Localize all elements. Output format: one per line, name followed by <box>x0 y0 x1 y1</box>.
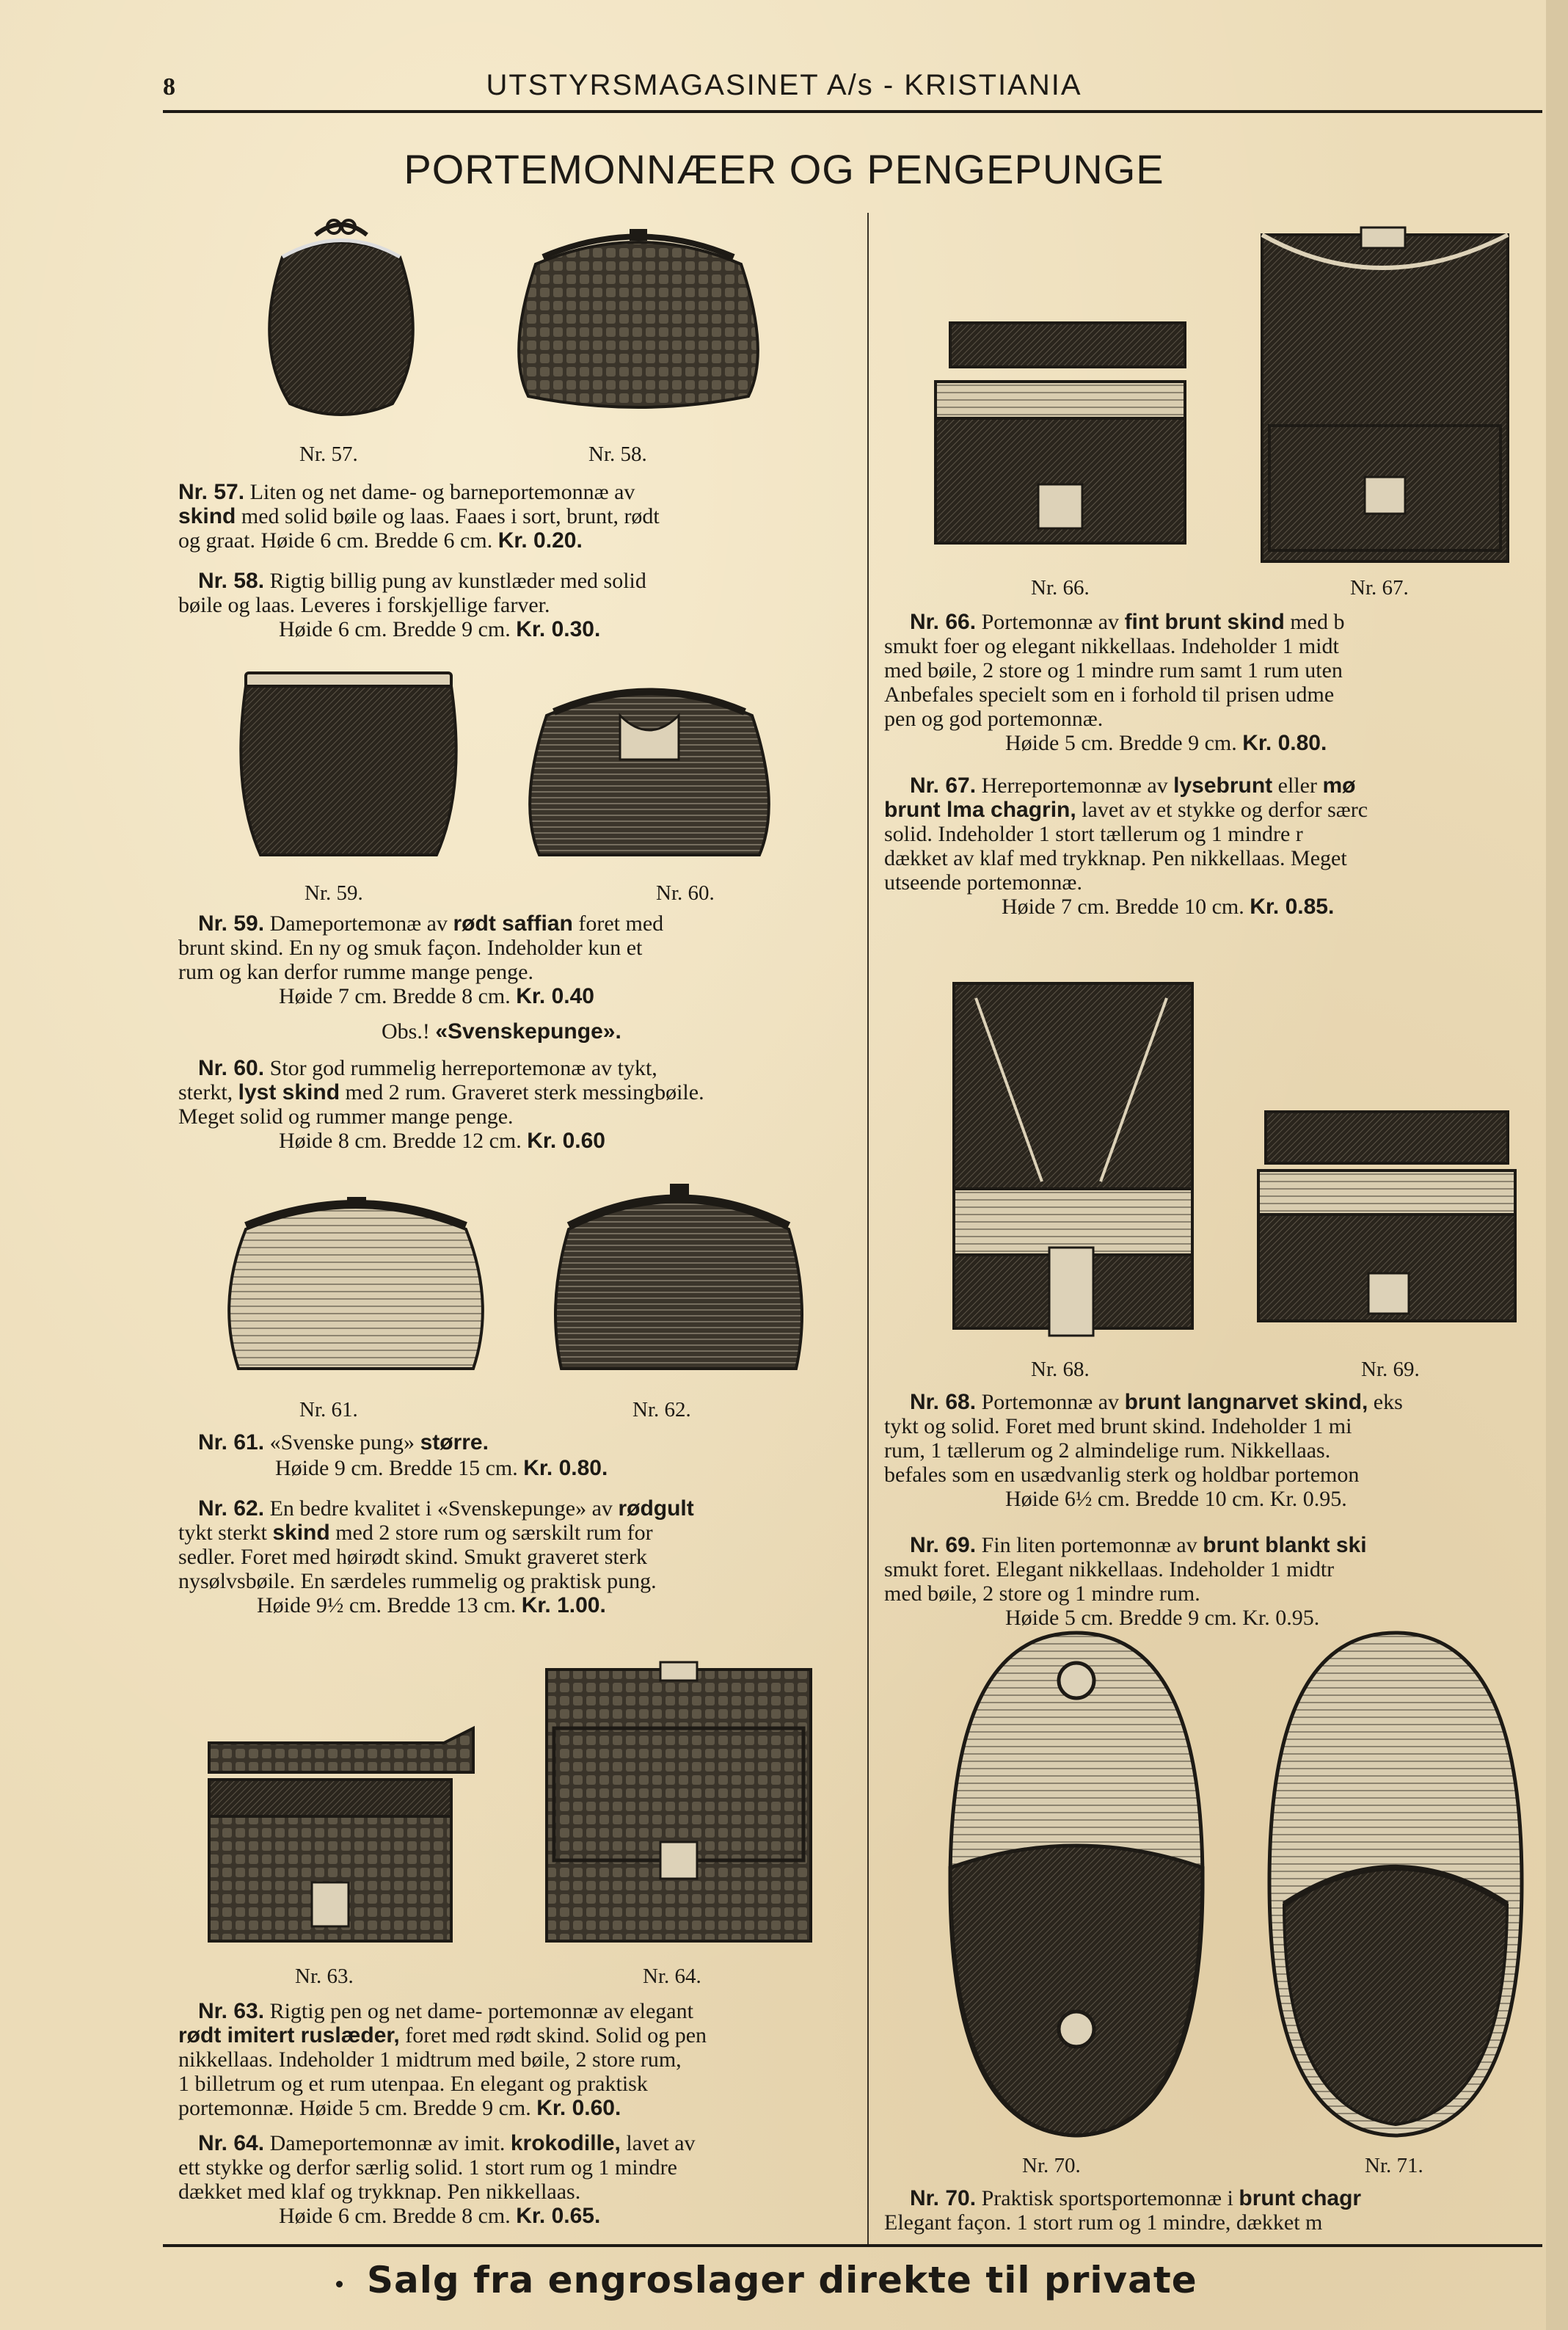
right-column-line: med bøile, 2 store og 1 mindre rum samt 1 rum uten <box>884 658 1343 682</box>
left-column-line: rødt imitert ruslæder, foret med rødt skind. Solid og pen <box>178 2023 707 2047</box>
figure-caption: Nr. 71. <box>1365 2154 1423 2177</box>
left-column-line: Obs.! «Svenskepunge». <box>382 1019 621 1044</box>
left-column-line: sterkt, lyst skind med 2 rum. Graveret sterk messingbøile. <box>178 1080 704 1104</box>
right-column-line: befales som en usædvanlig sterk og holdbar portemon <box>884 1463 1360 1487</box>
purse-71-icon <box>1255 1625 1537 2143</box>
right-column-line: smukt foer og elegant nikkellaas. Indeholder 1 midt <box>884 634 1339 658</box>
purse-57-icon <box>231 216 451 429</box>
section-title: PORTEMONNÆER OG PENGEPUNGE <box>404 146 1164 192</box>
left-column-line: ett stykke og derfor særlig solid. 1 stort rum og 1 mindre <box>178 2155 677 2180</box>
figure-caption: Nr. 68. <box>1031 1358 1090 1381</box>
left-column-line: Høide 9½ cm. Bredde 13 cm. Kr. 1.00. <box>257 1593 606 1617</box>
right-column-line: pen og god portemonnæ. <box>884 707 1104 731</box>
purse-62-icon <box>539 1178 818 1380</box>
left-column-line: brunt skind. En ny og smuk façon. Indeholder kun et <box>178 936 643 960</box>
wallet-69-icon <box>1251 1104 1523 1328</box>
figure-caption: Nr. 58. <box>588 443 647 466</box>
left-column-line: Nr. 61. «Svenske pung» større. <box>198 1430 489 1455</box>
footer-bullet <box>336 2281 343 2287</box>
figure-caption: Nr. 64. <box>643 1965 701 1988</box>
purse-60-icon <box>525 671 774 870</box>
right-column-line: Anbefales specielt som en i forhold til prisen udme <box>884 682 1335 707</box>
right-column-line: solid. Indeholder 1 stort tællerum og 1 mindre r <box>884 822 1303 846</box>
right-column-line: Nr. 67. Herreportemonnæ av lysebrunt eller mø <box>910 773 1356 798</box>
left-column-line: Nr. 58. Rigtig billig pung av kunstlæder med solid <box>198 569 646 593</box>
purse-70-icon <box>936 1625 1218 2143</box>
left-column-line: rum og kan derfor rumme mange penge. <box>178 960 533 984</box>
right-column-line: Nr. 68. Portemonnæ av brunt langnarvet skind, eks <box>910 1390 1403 1414</box>
left-column-line: Nr. 59. Dameportemonæ av rødt saffian foret med <box>198 911 664 936</box>
right-column-line: Høide 6½ cm. Bredde 10 cm. Kr. 0.95. <box>1005 1487 1347 1511</box>
footer-slogan: Salg fra engroslager direkte til private <box>367 2259 1197 2301</box>
left-column-line: Høide 7 cm. Bredde 8 cm. Kr. 0.40 <box>279 984 594 1008</box>
right-column-line: brunt lma chagrin, lavet av et stykke og derfor særc <box>884 798 1368 822</box>
left-column-line: Meget solid og rummer mange penge. <box>178 1104 514 1129</box>
figure-caption: Nr. 62. <box>632 1398 691 1421</box>
purse-61-icon <box>216 1193 495 1380</box>
right-column-line: tykt og solid. Foret med brunt skind. Indeholder 1 mi <box>884 1414 1352 1438</box>
figure-caption: Nr. 67. <box>1350 576 1409 600</box>
left-column-line: Nr. 57. Liten og net dame- og barneportemonnæ av <box>178 480 635 504</box>
column-divider <box>867 213 869 2246</box>
right-column-line: Høide 5 cm. Bredde 9 cm. Kr. 0.80. <box>1005 731 1327 755</box>
header-title: UTSTYRSMAGASINET A/s - KRISTIANIA <box>486 69 1082 101</box>
left-column-line: skind med solid bøile og laas. Faaes i sort, brunt, rødt <box>178 504 660 528</box>
left-column-line: og graat. Høide 6 cm. Bredde 6 cm. Kr. 0.20. <box>178 528 583 553</box>
left-column-line: Nr. 63. Rigtig pen og net dame- portemonnæ av elegant <box>198 1999 693 2023</box>
footer-rule <box>163 2244 1542 2247</box>
left-column-line: nysølvsbøile. En særdeles rummelig og praktisk pung. <box>178 1569 657 1593</box>
left-column-line: bøile og laas. Leveres i forskjellige farver. <box>178 593 550 617</box>
purse-58-icon <box>499 220 778 418</box>
left-column-line: Nr. 62. En bedre kvalitet i «Svenskepunge» av rødgult <box>198 1496 694 1521</box>
left-column-line: sedler. Foret med høirødt skind. Smukt graveret sterk <box>178 1545 648 1569</box>
right-column-line: Høide 5 cm. Bredde 9 cm. Kr. 0.95. <box>1005 1606 1320 1630</box>
left-column-line: Nr. 64. Dameportemonnæ av imit. krokodille, lavet av <box>198 2131 696 2155</box>
right-column-line: Nr. 69. Fin liten portemonnæ av brunt blankt ski <box>910 1533 1367 1557</box>
left-column-line: Høide 9 cm. Bredde 15 cm. Kr. 0.80. <box>275 1456 608 1480</box>
figure-caption: Nr. 59. <box>305 881 363 905</box>
wallet-68-icon <box>947 976 1200 1339</box>
right-column-line: dækket av klaf med trykknap. Pen nikkellaas. Meget <box>884 846 1347 870</box>
wallet-64-icon <box>532 1655 825 1948</box>
header-rule <box>163 110 1542 113</box>
figure-caption: Nr. 69. <box>1361 1358 1420 1381</box>
figure-caption: Nr. 70. <box>1022 2154 1081 2177</box>
right-column-line: Høide 7 cm. Bredde 10 cm. Kr. 0.85. <box>1002 895 1335 919</box>
right-column-line: Elegant façon. 1 stort rum og 1 mindre, dækket m <box>884 2210 1323 2235</box>
right-column-line: Nr. 70. Praktisk sportsportemonnæ i brunt chagr <box>910 2186 1362 2210</box>
left-column-line: Nr. 60. Stor god rummelig herreportemonæ av tykt, <box>198 1056 657 1080</box>
figure-caption: Nr. 60. <box>656 881 715 905</box>
left-column-line: nikkellaas. Indeholder 1 midtrum med bøile, 2 store rum, <box>178 2047 682 2072</box>
left-column-line: Høide 6 cm. Bredde 8 cm. Kr. 0.65. <box>279 2204 601 2228</box>
purse-59-icon <box>238 664 459 877</box>
wallet-67-icon <box>1255 220 1515 569</box>
figure-caption: Nr. 66. <box>1031 576 1090 600</box>
left-column-line: dækket med klaf og trykknap. Pen nikkellaas. <box>178 2180 581 2204</box>
wallet-63-icon <box>194 1721 488 1948</box>
figure-caption: Nr. 57. <box>299 443 358 466</box>
left-column-line: tykt sterkt skind med 2 store rum og særskilt rum for <box>178 1521 653 1545</box>
wallet-66-icon <box>921 316 1200 565</box>
page-number: 8 <box>163 73 175 101</box>
left-column-line: Høide 6 cm. Bredde 9 cm. Kr. 0.30. <box>279 617 601 641</box>
right-column-line: Nr. 66. Portemonnæ av fint brunt skind med b <box>910 610 1345 634</box>
left-column-line: Høide 8 cm. Bredde 12 cm. Kr. 0.60 <box>279 1129 605 1153</box>
right-column-line: med bøile, 2 store og 1 mindre rum. <box>884 1581 1200 1606</box>
page-edge <box>1546 0 1568 2330</box>
figure-caption: Nr. 63. <box>295 1965 354 1988</box>
figure-caption: Nr. 61. <box>299 1398 358 1421</box>
right-column-line: utseende portemonnæ. <box>884 870 1082 895</box>
right-column-line: smukt foret. Elegant nikkellaas. Indeholder 1 midtr <box>884 1557 1335 1581</box>
right-column-line: rum, 1 tællerum og 2 almindelige rum. Nikkellaas. <box>884 1438 1331 1463</box>
left-column-line: 1 billetrum og et rum utenpaa. En elegant og praktisk <box>178 2072 648 2096</box>
left-column-line: portemonnæ. Høide 5 cm. Bredde 9 cm. Kr. 0.60. <box>178 2096 621 2120</box>
